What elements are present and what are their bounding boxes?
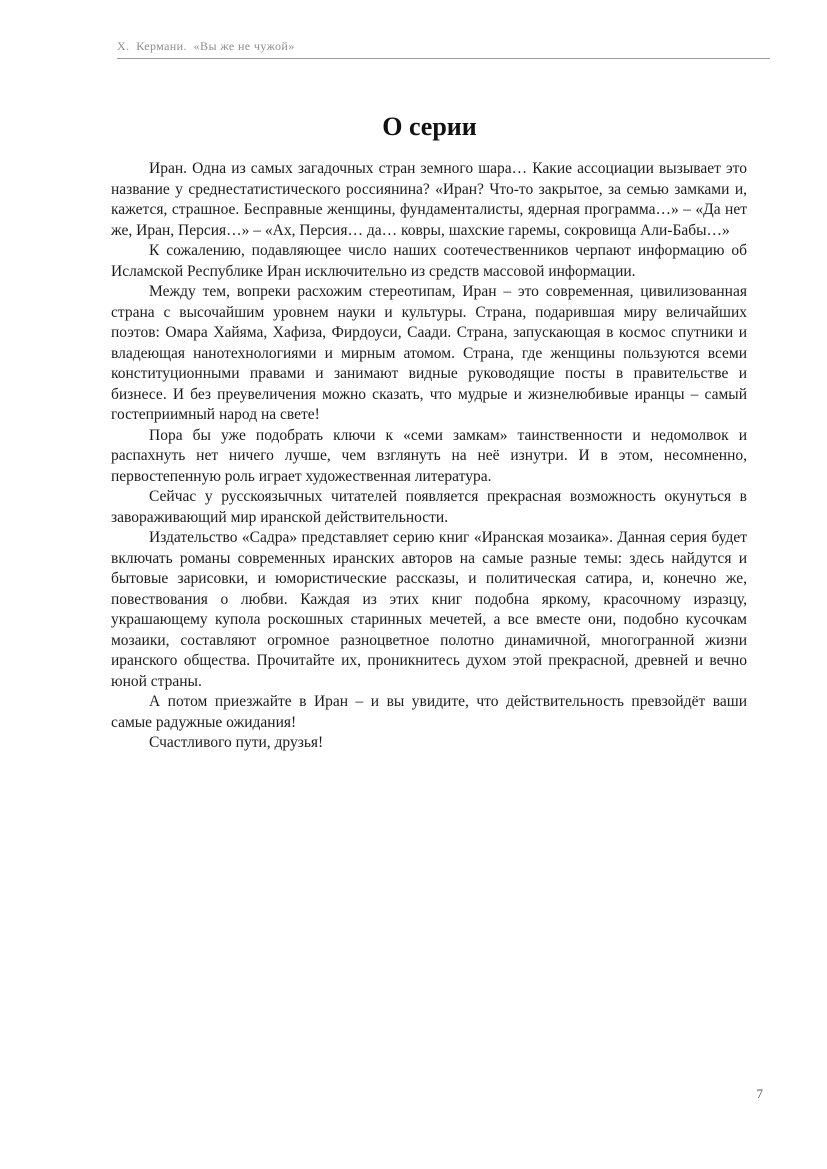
- header-rule: [117, 58, 770, 59]
- paragraph-country: Между тем, вопреки расхожим стереотипам, Иран – это современная, цивилизованная страна с высочайшим уровнем науки и культуры. Страна, подарившая миру величайших поэтов: Омара Хайяма, Хафиза, Фирдоуси, Саади. Страна, запускающая в космос спутники и владеющая нанотехнологиями и мирным атомом. Страна, где женщины пользуются всеми конституционными правами и занимают видные руководящие посты в правительстве и бизнесе. И без преувеличения можно сказать, что мудрые и жизнелюбивые иранцы – самый гостеприимный народ на свете!: [111, 283, 747, 423]
- page-title: О серии: [382, 112, 477, 141]
- paragraph-readers: Сейчас у русскоязычных читателей появляется прекрасная возможность окунуться в завораживающий мир иранской действительности.: [111, 488, 747, 526]
- page-number: 7: [756, 1086, 763, 1101]
- paragraph-farewell: Счастливого пути, друзья!: [149, 734, 324, 751]
- paragraph-publisher: Издательство «Садра» представляет серию книг «Иранская мозаика». Данная серия будет включать романы современных иранских авторов на самые разные темы: здесь найдутся и бытовые зарисовки, и юмористические рассказы, и политическая сатира, и, конечно же, повествования о любви. Каждая из этих книг подобна яркому, красочному изразцу, украшающему купола роскошных старинных мечетей, а все вместе они, подобно кусочкам мозаики, составляют огромное разноцветное полотно динамичной, многогранной жизни иранского общества. Прочитайте их, проникнитесь духом этой прекрасной, древней и вечно юной страны.: [111, 529, 747, 690]
- paragraph-intro: Иран. Одна из самых загадочных стран земного шара… Какие ассоциации вызывает это название у среднестатистического россиянина? «Иран? Что-то закрытое, за семью замками и, кажется, страшное. Бесправные женщины, фундаменталисты, ядерная программа…» – «Да нет же, Иран, Персия…» – «Ах, Персия… да… ковры, шахские гаремы, сокровища Али-Бабы…»: [111, 160, 747, 239]
- paragraph-keys: Пора бы уже подобрать ключи к «семи замкам» таинственности и недомолвок и распахнуть нет ничего лучше, чем взглянуть на неё изнутри. И в этом, несомненно, первостепенную роль играет художественная литература.: [111, 426, 747, 485]
- text-block: [111, 159, 747, 754]
- paragraph-media: К сожалению, подавляющее число наших соотечественников черпают информацию об Исламской Республике Иран исключительно из средств массовой информации.: [111, 242, 747, 280]
- paragraph-visit: А потом приезжайте в Иран – и вы увидите, что действительность превзойдёт ваши самые радужные ожидания!: [111, 693, 747, 731]
- running-header: Х. Кермани. «Вы же не чужой»: [117, 39, 295, 53]
